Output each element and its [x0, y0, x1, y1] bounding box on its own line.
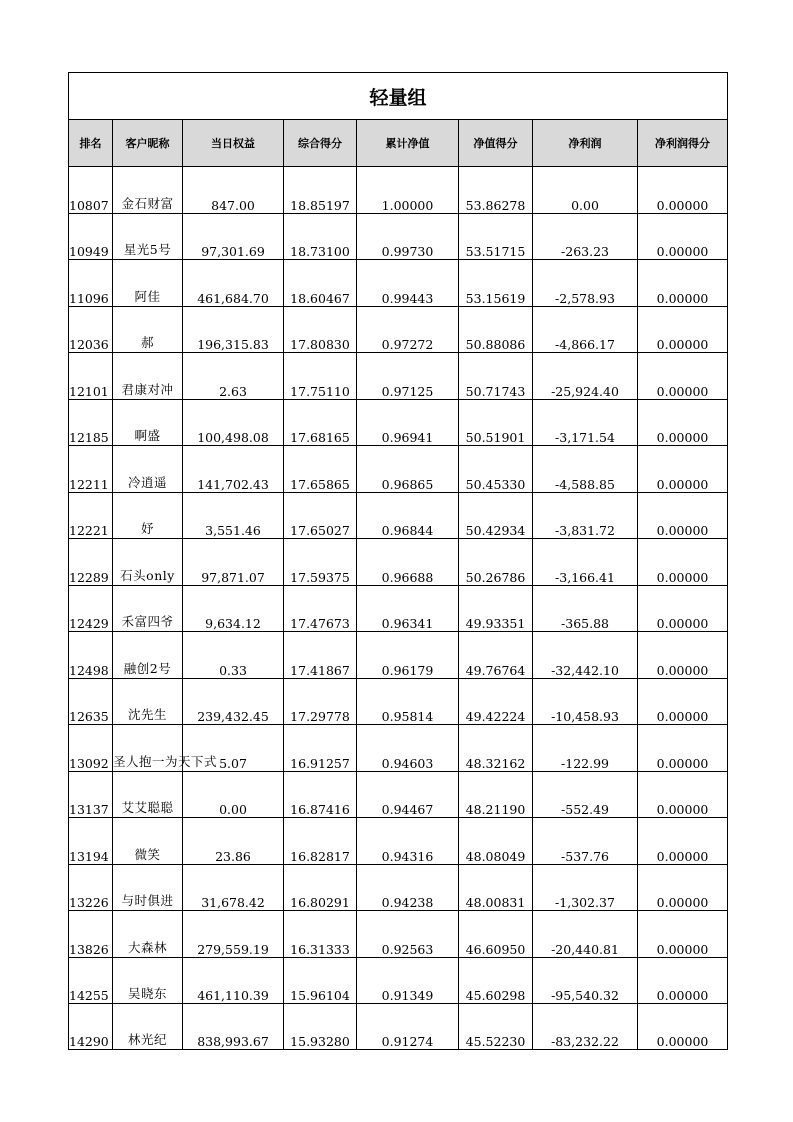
cumulative-nav-cell: 1.00000 [357, 167, 459, 214]
cumulative-nav-cell: 0.95814 [357, 679, 459, 725]
rank-cell: 12289 [69, 539, 113, 586]
net-profit-score-cell: 0.00000 [638, 539, 728, 586]
rank-cell: 14255 [69, 958, 113, 1004]
net-profit-cell: -95,540.32 [533, 958, 638, 1004]
rank-cell: 11096 [69, 260, 113, 307]
composite-score-cell: 16.82817 [284, 818, 357, 865]
rank-cell: 10807 [69, 167, 113, 214]
composite-score-cell: 16.80291 [284, 865, 357, 911]
composite-score-cell: 15.96104 [284, 958, 357, 1004]
nav-score-cell: 53.86278 [459, 167, 533, 214]
net-profit-cell: -3,171.54 [533, 400, 638, 446]
composite-score-cell: 17.59375 [284, 539, 357, 586]
net-profit-score-cell: 0.00000 [638, 865, 728, 911]
cumulative-nav-cell: 0.96179 [357, 632, 459, 679]
net-profit-cell: -552.49 [533, 772, 638, 818]
rank-cell: 14290 [69, 1004, 113, 1050]
cumulative-nav-cell: 0.96341 [357, 586, 459, 632]
nickname-cell: 微笑 [113, 818, 183, 865]
net-profit-score-cell: 0.00000 [638, 446, 728, 493]
table-row [69, 586, 728, 632]
equity-cell: 239,432.45 [183, 679, 284, 725]
nickname-cell: 禾富四爷 [113, 586, 183, 632]
col-header-composite-score: 综合得分 [284, 120, 357, 167]
equity-cell: 0.00 [183, 772, 284, 818]
equity-cell: 141,702.43 [183, 446, 284, 493]
nickname-cell: 郝 [113, 307, 183, 353]
cumulative-nav-cell: 0.96865 [357, 446, 459, 493]
table-row [69, 679, 728, 725]
composite-score-cell: 16.91257 [284, 725, 357, 772]
nav-score-cell: 48.32162 [459, 725, 533, 772]
cumulative-nav-cell: 0.94467 [357, 772, 459, 818]
rank-cell: 13137 [69, 772, 113, 818]
equity-cell: 3,551.46 [183, 493, 284, 539]
table-row [69, 958, 728, 1004]
equity-cell: 9,634.12 [183, 586, 284, 632]
rank-cell: 13092 [69, 725, 113, 772]
net-profit-score-cell: 0.00000 [638, 167, 728, 214]
net-profit-score-cell: 0.00000 [638, 260, 728, 307]
rank-cell: 12211 [69, 446, 113, 493]
nickname-cell: 圣人抱一为天下式 [113, 725, 183, 772]
rank-cell: 13826 [69, 911, 113, 958]
net-profit-score-cell: 0.00000 [638, 1004, 728, 1050]
table-row [69, 1004, 728, 1050]
nav-score-cell: 45.60298 [459, 958, 533, 1004]
nav-score-cell: 48.21190 [459, 772, 533, 818]
table-row [69, 632, 728, 679]
nav-score-cell: 50.45330 [459, 446, 533, 493]
cumulative-nav-cell: 0.99730 [357, 214, 459, 260]
nickname-cell: 啊盛 [113, 400, 183, 446]
rank-cell: 12101 [69, 353, 113, 400]
equity-cell: 461,684.70 [183, 260, 284, 307]
equity-cell: 838,993.67 [183, 1004, 284, 1050]
net-profit-cell: -83,232.22 [533, 1004, 638, 1050]
nav-score-cell: 46.60950 [459, 911, 533, 958]
composite-score-cell: 17.47673 [284, 586, 357, 632]
col-header-net-profit: 净利润 [533, 120, 638, 167]
equity-cell: 196,315.83 [183, 307, 284, 353]
table-row [69, 307, 728, 353]
composite-score-cell: 18.60467 [284, 260, 357, 307]
nickname-cell: 沈先生 [113, 679, 183, 725]
nickname-cell: 吴晓东 [113, 958, 183, 1004]
equity-cell: 31,678.42 [183, 865, 284, 911]
nav-score-cell: 45.52230 [459, 1004, 533, 1050]
net-profit-score-cell: 0.00000 [638, 586, 728, 632]
nav-score-cell: 53.51715 [459, 214, 533, 260]
equity-cell: 0.33 [183, 632, 284, 679]
rank-cell: 12185 [69, 400, 113, 446]
nav-score-cell: 48.00831 [459, 865, 533, 911]
composite-score-cell: 15.93280 [284, 1004, 357, 1050]
net-profit-score-cell: 0.00000 [638, 400, 728, 446]
cumulative-nav-cell: 0.94238 [357, 865, 459, 911]
rank-cell: 12221 [69, 493, 113, 539]
equity-cell: 5.07 [183, 725, 284, 772]
rank-cell: 13226 [69, 865, 113, 911]
col-header-net-profit-score: 净利润得分 [638, 120, 728, 167]
nickname-cell: 金石财富 [113, 167, 183, 214]
rank-cell: 12429 [69, 586, 113, 632]
composite-score-cell: 18.73100 [284, 214, 357, 260]
cumulative-nav-cell: 0.91349 [357, 958, 459, 1004]
composite-score-cell: 18.85197 [284, 167, 357, 214]
equity-cell: 279,559.19 [183, 911, 284, 958]
table-row [69, 167, 728, 214]
composite-score-cell: 17.29778 [284, 679, 357, 725]
table-row [69, 446, 728, 493]
equity-cell: 97,871.07 [183, 539, 284, 586]
rank-cell: 12635 [69, 679, 113, 725]
nickname-cell: 艾艾聪聪 [113, 772, 183, 818]
nav-score-cell: 50.42934 [459, 493, 533, 539]
net-profit-cell: -32,442.10 [533, 632, 638, 679]
net-profit-cell: -10,458.93 [533, 679, 638, 725]
net-profit-score-cell: 0.00000 [638, 493, 728, 539]
equity-cell: 100,498.08 [183, 400, 284, 446]
nickname-cell: 君康对冲 [113, 353, 183, 400]
col-header-cumulative-nav: 累计净值 [357, 120, 459, 167]
net-profit-score-cell: 0.00000 [638, 911, 728, 958]
col-header-nickname: 客户昵称 [113, 120, 183, 167]
rank-cell: 12036 [69, 307, 113, 353]
table-row [69, 865, 728, 911]
table-row [69, 214, 728, 260]
nav-score-cell: 49.42224 [459, 679, 533, 725]
cumulative-nav-cell: 0.96844 [357, 493, 459, 539]
net-profit-cell: -4,866.17 [533, 307, 638, 353]
composite-score-cell: 17.65865 [284, 446, 357, 493]
header-row [69, 120, 728, 167]
nickname-cell: 阿佳 [113, 260, 183, 307]
net-profit-cell: -4,588.85 [533, 446, 638, 493]
net-profit-cell: -537.76 [533, 818, 638, 865]
ranking-table [68, 72, 728, 1050]
net-profit-cell: 0.00 [533, 167, 638, 214]
net-profit-cell: -20,440.81 [533, 911, 638, 958]
cumulative-nav-cell: 0.96688 [357, 539, 459, 586]
net-profit-cell: -122.99 [533, 725, 638, 772]
net-profit-cell: -263.23 [533, 214, 638, 260]
nickname-cell: 与时俱进 [113, 865, 183, 911]
nav-score-cell: 50.88086 [459, 307, 533, 353]
equity-cell: 23.86 [183, 818, 284, 865]
net-profit-score-cell: 0.00000 [638, 725, 728, 772]
net-profit-cell: -3,831.72 [533, 493, 638, 539]
rank-cell: 10949 [69, 214, 113, 260]
net-profit-score-cell: 0.00000 [638, 958, 728, 1004]
table-row [69, 493, 728, 539]
nickname-cell: 融创2号 [113, 632, 183, 679]
net-profit-cell: -25,924.40 [533, 353, 638, 400]
net-profit-cell: -2,578.93 [533, 260, 638, 307]
cumulative-nav-cell: 0.99443 [357, 260, 459, 307]
table-row [69, 818, 728, 865]
nickname-cell: 大森林 [113, 911, 183, 958]
nickname-cell: 石头only [113, 539, 183, 586]
nickname-cell: 冷逍遥 [113, 446, 183, 493]
net-profit-score-cell: 0.00000 [638, 772, 728, 818]
table-row [69, 260, 728, 307]
net-profit-cell: -1,302.37 [533, 865, 638, 911]
equity-cell: 461,110.39 [183, 958, 284, 1004]
composite-score-cell: 16.87416 [284, 772, 357, 818]
cumulative-nav-cell: 0.91274 [357, 1004, 459, 1050]
cumulative-nav-cell: 0.97272 [357, 307, 459, 353]
nav-score-cell: 53.15619 [459, 260, 533, 307]
net-profit-score-cell: 0.00000 [638, 307, 728, 353]
composite-score-cell: 17.65027 [284, 493, 357, 539]
net-profit-score-cell: 0.00000 [638, 679, 728, 725]
composite-score-cell: 16.31333 [284, 911, 357, 958]
col-header-equity: 当日权益 [183, 120, 284, 167]
rank-cell: 12498 [69, 632, 113, 679]
cumulative-nav-cell: 0.94603 [357, 725, 459, 772]
table-row [69, 353, 728, 400]
net-profit-cell: -3,166.41 [533, 539, 638, 586]
equity-cell: 2.63 [183, 353, 284, 400]
nav-score-cell: 50.71743 [459, 353, 533, 400]
net-profit-score-cell: 0.00000 [638, 632, 728, 679]
table-row [69, 911, 728, 958]
col-header-nav-score: 净值得分 [459, 120, 533, 167]
table-row [69, 772, 728, 818]
net-profit-score-cell: 0.00000 [638, 353, 728, 400]
composite-score-cell: 17.80830 [284, 307, 357, 353]
nav-score-cell: 50.51901 [459, 400, 533, 446]
table-row [69, 400, 728, 446]
nickname-cell: 林光纪 [113, 1004, 183, 1050]
col-header-rank: 排名 [69, 120, 113, 167]
cumulative-nav-cell: 0.96941 [357, 400, 459, 446]
nav-score-cell: 49.76764 [459, 632, 533, 679]
table-row [69, 725, 728, 772]
cumulative-nav-cell: 0.92563 [357, 911, 459, 958]
cumulative-nav-cell: 0.94316 [357, 818, 459, 865]
nickname-cell: 星光5号 [113, 214, 183, 260]
net-profit-score-cell: 0.00000 [638, 818, 728, 865]
equity-cell: 847.00 [183, 167, 284, 214]
table-row [69, 539, 728, 586]
net-profit-cell: -365.88 [533, 586, 638, 632]
nickname-cell: 妤 [113, 493, 183, 539]
table-title: 轻量组 [69, 73, 728, 120]
rank-cell: 13194 [69, 818, 113, 865]
equity-cell: 97,301.69 [183, 214, 284, 260]
composite-score-cell: 17.41867 [284, 632, 357, 679]
nav-score-cell: 48.08049 [459, 818, 533, 865]
nav-score-cell: 50.26786 [459, 539, 533, 586]
cumulative-nav-cell: 0.97125 [357, 353, 459, 400]
composite-score-cell: 17.68165 [284, 400, 357, 446]
nav-score-cell: 49.93351 [459, 586, 533, 632]
net-profit-score-cell: 0.00000 [638, 214, 728, 260]
composite-score-cell: 17.75110 [284, 353, 357, 400]
